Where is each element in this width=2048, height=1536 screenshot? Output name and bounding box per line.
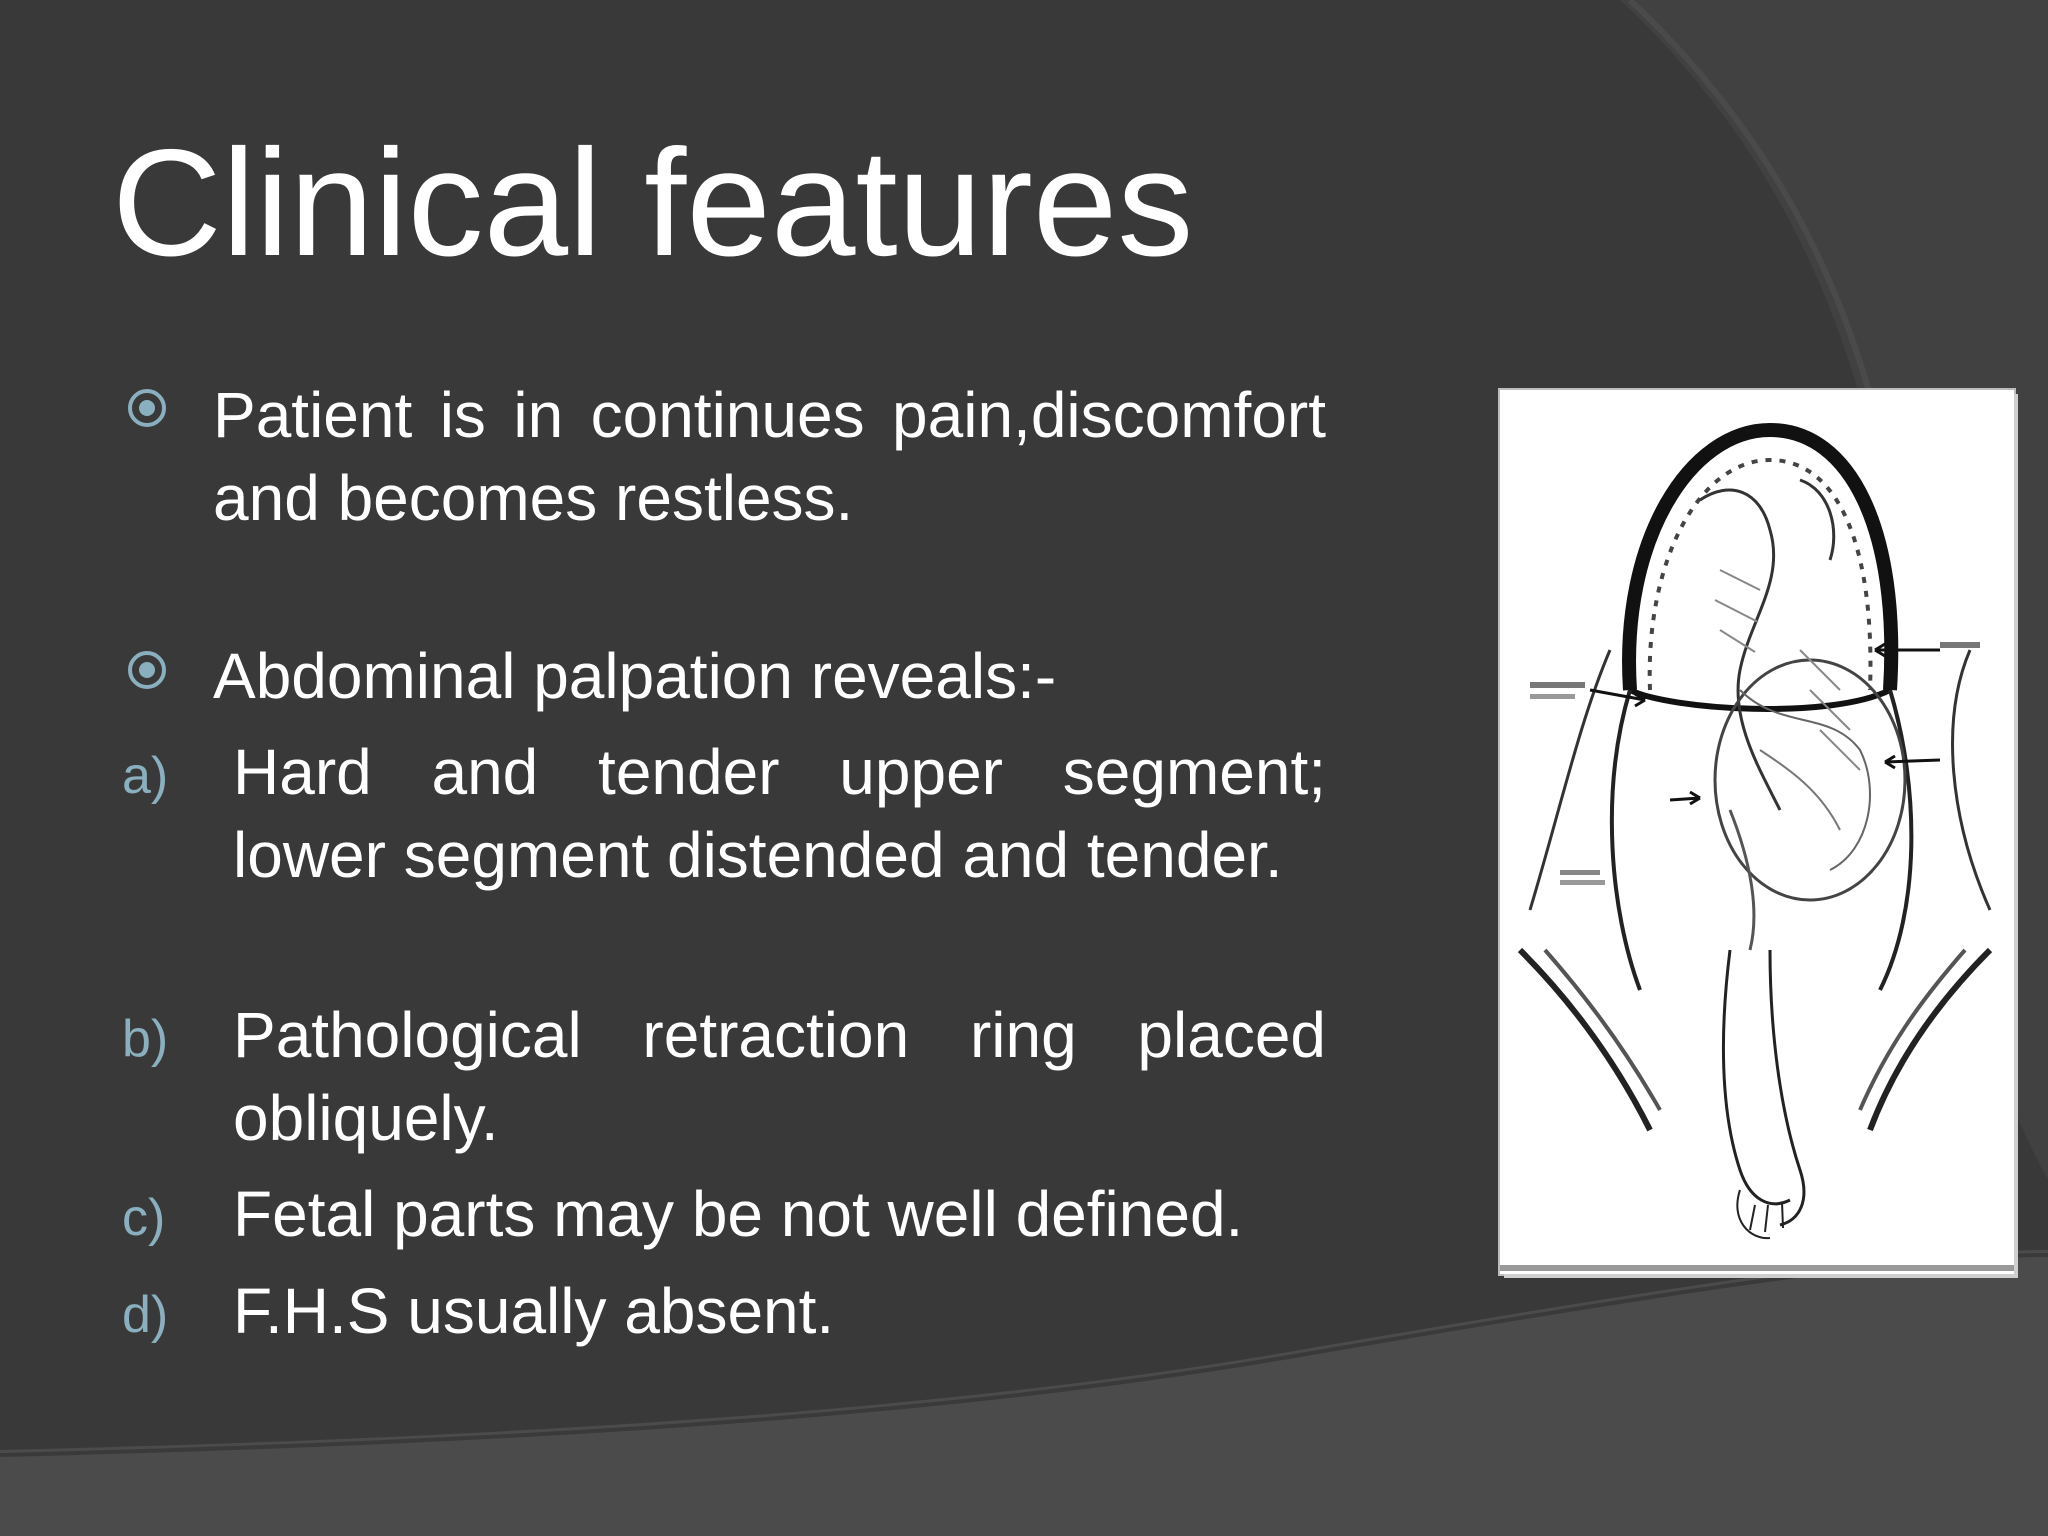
list-marker: c) [122,1189,166,1247]
sub-list-item [233,1173,1326,1256]
sub-item-text: F.H.S usually absent. [233,1275,835,1347]
bullet-text: Abdominal palpation reveals:- [213,640,1057,712]
target-bullet-icon [127,650,167,690]
sub-item-text: Hard and tender upper segment; lower segment distended and tender. [233,736,1326,891]
sub-item-text: Pathological retraction ring placed obliquely. [233,999,1326,1154]
bullet-item [213,374,1326,540]
sub-list-item [233,731,1326,897]
bullet-item [213,635,1326,718]
list-marker: d) [122,1286,169,1344]
anatomical-illustration [1500,390,2014,1274]
sub-item-text: Fetal parts may be not well defined. [233,1178,1244,1250]
sub-list-item [233,994,1326,1160]
list-marker: a) [122,747,169,805]
slide-title: Clinical features [112,118,1194,288]
bullet-text: Patient is in continues pain,discomfort and becomes restless. [213,379,1326,534]
list-marker: b) [122,1010,169,1068]
uterus-illustration-image [1500,390,2014,1274]
target-bullet-icon [127,388,167,428]
sub-list-item [233,1270,1326,1353]
